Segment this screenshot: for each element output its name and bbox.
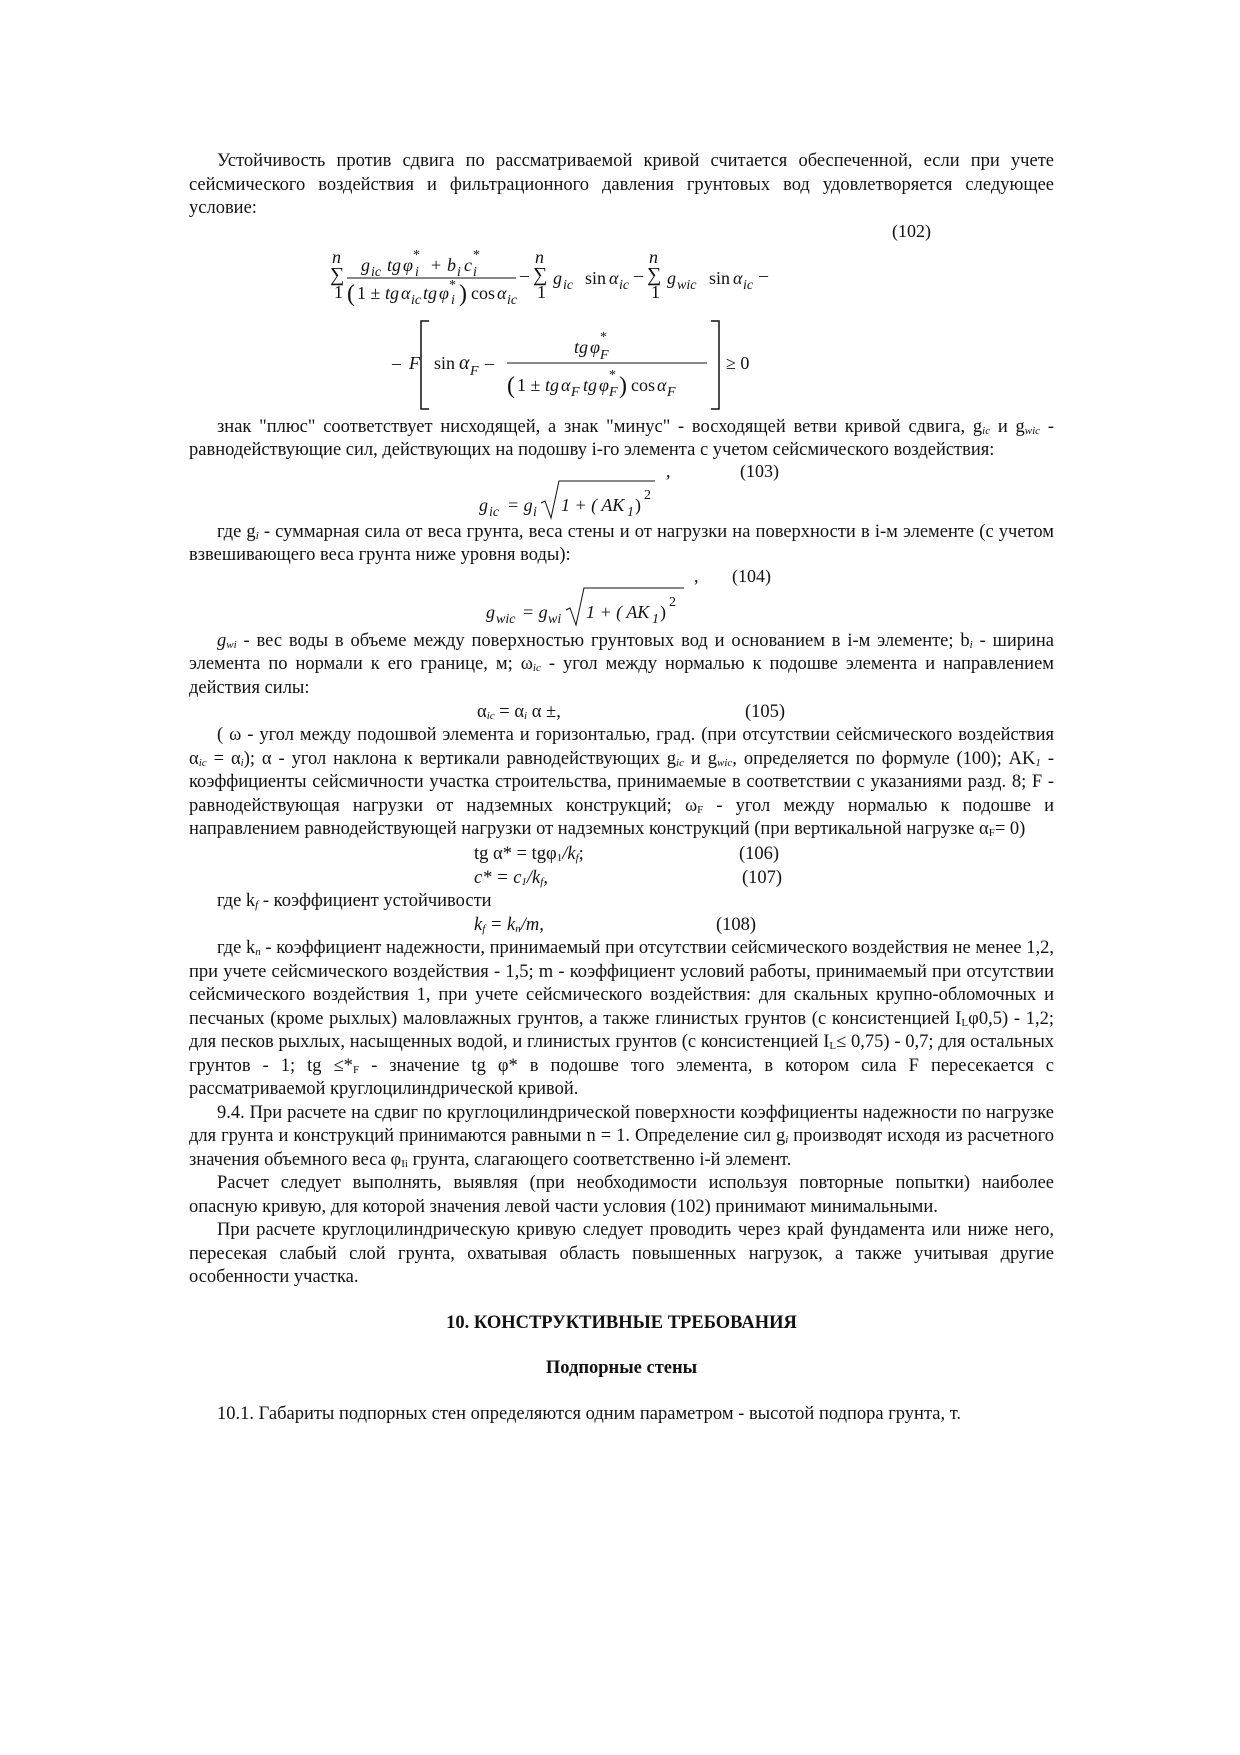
sum-3 xyxy=(647,247,769,302)
svg-text:*: * xyxy=(609,367,616,383)
paragraph-9-4: 9.4. При расчете на сдвиг по круглоцилиндрической поверхности коэффициенты надежности по нагрузке для грунта и конструкций принимаются равными n = 1. Определение сил $g_i$ производят исходя из расчетного значения объемного веса $\varphi_{Ii}$ грунта, слагающего соответственно i-й элемент. xyxy=(189,1102,1054,1170)
svg-text:= g: = g xyxy=(507,494,533,515)
formula-108: $k_f = k_n/m$, (108) xyxy=(474,915,757,935)
svg-text:1: 1 xyxy=(627,504,634,520)
svg-text:(: ( xyxy=(347,280,355,307)
svg-text:F: F xyxy=(609,384,618,400)
formula-102-line2 xyxy=(391,321,749,409)
svg-text:*: * xyxy=(449,277,456,293)
formula-103 xyxy=(189,463,1054,521)
svg-text:(: ( xyxy=(507,372,515,399)
svg-text:ic: ic xyxy=(563,277,574,293)
svg-text:g: g xyxy=(361,254,370,275)
paragraph-kn: где $k_n$ - коэффициент надежности, принимаемый при отсутствии сейсмического воздействия не менее 1,2, при учете сейсмического воздействия - 1,5; m - коэффициент условий работы, принимаемый при отсутствии сейсмического воздействия 1, при учете сейсмического воздействия: для скальных крупно-обломочных и песчаных (кроме рыхлых) маловлажных грунтов, а также глинистых грунтов (с консистенцией $I_L\varphi 0,5) - 1,2$; для песков рыхлых, насыщенных водой, и глинистых грунтов (с консистенцией $I_L\le 0,75) - 0,7$; для остальных грунтов - 1; tg $\le*_F$ - значение tg φ* в подошве того элемента, в котором сила F пересекается с рассматриваемой круглоцилиндрической кривой. xyxy=(189,938,1055,1099)
eq-number-108: (108) xyxy=(716,915,757,935)
formula-104 xyxy=(189,568,1054,630)
svg-text:φ: φ xyxy=(590,336,600,357)
paragraph-10-1: 10.1. Габариты подпорных стен определяются одним параметром - высотой подпора грунта, т. xyxy=(217,1403,962,1424)
section-heading-10: 10. КОНСТРУКТИВНЫЕ ТРЕБОВАНИЯ xyxy=(446,1312,797,1333)
svg-text:): ) xyxy=(619,372,627,399)
svg-text:F: F xyxy=(600,347,609,363)
svg-text:i: i xyxy=(533,504,537,520)
svg-text:wi: wi xyxy=(548,611,562,627)
svg-text:cos: cos xyxy=(631,374,655,395)
svg-text:i: i xyxy=(415,264,419,280)
svg-text:F: F xyxy=(571,384,580,400)
svg-text:F: F xyxy=(667,384,676,400)
formula-106: tg $\alpha* = tg\varphi_1/k_f$; (106) xyxy=(474,843,780,864)
paragraph-intro: Устойчивость против сдвига по рассматриваемой кривой считается обеспеченной, если при учете сейсмического воздействия и фильтрационного давления грунтовых вод удовлетворяется следующее условие: xyxy=(189,151,1054,218)
svg-text:ic: ic xyxy=(743,277,754,293)
eq-number-103: (103) xyxy=(740,462,779,481)
svg-text:φ: φ xyxy=(599,374,609,395)
svg-text:α: α xyxy=(657,374,667,395)
svg-text:1 ±: 1 ± xyxy=(357,282,381,303)
svg-text:g: g xyxy=(553,267,562,288)
svg-text:wic: wic xyxy=(677,277,697,293)
minus-1: – xyxy=(520,264,529,285)
svg-text:g: g xyxy=(479,494,488,515)
svg-text:wic: wic xyxy=(496,611,516,627)
svg-text:–: – xyxy=(392,352,401,373)
svg-text:α: α xyxy=(497,282,507,303)
svg-text:cos: cos xyxy=(471,282,495,303)
svg-text:2: 2 xyxy=(644,487,651,503)
svg-text:≥ 0: ≥ 0 xyxy=(726,352,750,373)
svg-text:ic: ic xyxy=(371,264,382,280)
subsection-heading: Подпорные стены xyxy=(545,1358,698,1378)
fraction-1-numerator xyxy=(361,248,480,280)
fraction-1-denominator xyxy=(347,278,518,308)
svg-text:φ: φ xyxy=(403,254,413,275)
svg-text:1 ±: 1 ± xyxy=(517,374,541,395)
svg-text:ic: ic xyxy=(489,504,500,520)
paragraph-kf: где $k_f$ - коэффициент устойчивости xyxy=(217,890,492,911)
sum1-upper: n xyxy=(332,246,341,267)
svg-text:2: 2 xyxy=(669,594,676,610)
paragraph-calc: Расчет следует выполнять, выявляя (при необходимости используя повторные попытки) наиболее опасную кривую, для которой значения левой части условия (102) принимают минимальными. xyxy=(189,1173,1054,1217)
paragraph-curve: При расчете круглоцилиндрическую кривую следует проводить через край фундамента или ниже него, пересекая слабый слой грунта, охватывая область повышенных нагрузок, а также учитывая другие особенности участка. xyxy=(189,1220,1054,1287)
svg-text:= g: = g xyxy=(522,601,548,622)
sum-2 xyxy=(533,247,644,302)
svg-text:∑: ∑ xyxy=(533,263,548,286)
svg-text:): ) xyxy=(459,280,467,307)
svg-text:α: α xyxy=(401,282,411,303)
svg-text:α: α xyxy=(561,374,571,395)
svg-text:*: * xyxy=(413,247,420,263)
formula-102 xyxy=(189,221,1054,416)
svg-text:+: + xyxy=(431,254,442,275)
svg-text:n: n xyxy=(649,246,658,267)
svg-text:sin: sin xyxy=(709,267,731,288)
svg-text:tg: tg xyxy=(574,336,589,357)
svg-text:sin: sin xyxy=(585,267,607,288)
sum1-sigma: ∑ xyxy=(330,263,345,286)
svg-text:g: g xyxy=(667,267,676,288)
svg-text:tg: tg xyxy=(423,282,438,303)
svg-text:α: α xyxy=(733,267,743,288)
svg-text:1: 1 xyxy=(537,281,546,302)
svg-text:ic: ic xyxy=(619,277,630,293)
svg-text:1: 1 xyxy=(651,281,660,302)
svg-text:i: i xyxy=(473,264,477,280)
svg-text:α: α xyxy=(459,351,470,374)
eq-number-107: (107) xyxy=(742,867,783,888)
svg-text:n: n xyxy=(535,246,544,267)
svg-text:tg: tg xyxy=(385,282,400,303)
paragraph-gi: где $g_i$ - суммарная сила от веса грунта, веса стены и от нагрузки на поверхности в i-м элементе (с учетом взвешивающего веса грунта ниже уровня воды): xyxy=(189,521,1055,565)
svg-text:b: b xyxy=(447,254,456,275)
svg-text:i: i xyxy=(451,292,455,308)
svg-text:–: – xyxy=(485,352,494,373)
svg-text:): ) xyxy=(660,601,666,622)
svg-text:F: F xyxy=(470,363,479,379)
svg-text:c: c xyxy=(464,254,472,275)
svg-text:*: * xyxy=(473,247,480,263)
formula-105: $\alpha_{ic} = \alpha_i$ α ±, (105) xyxy=(477,702,786,722)
svg-text:): ) xyxy=(635,494,641,515)
eq-number-104: (104) xyxy=(732,567,771,586)
formula-107: $c* = c_1/k_f$, (107) xyxy=(474,867,783,888)
paragraph-sign: знак "плюс" соответствует нисходящей, а знак "минус" - восходящей ветви кривой сдвига, $g_{ic}$ и $g_{wic}$ - равнодействующие сил, действующих на подошву i-го элемента с учетом сейсмического воздействия: xyxy=(189,416,1054,460)
svg-text:α: α xyxy=(609,267,619,288)
svg-text:–: – xyxy=(634,264,643,285)
svg-text:tg: tg xyxy=(387,254,402,275)
svg-text:ic: ic xyxy=(507,292,518,308)
svg-text:ic: ic xyxy=(411,292,422,308)
svg-text:,: , xyxy=(666,462,671,481)
svg-text:1 + ( AK: 1 + ( AK xyxy=(561,494,625,515)
svg-text:∑: ∑ xyxy=(647,263,662,286)
svg-text:g: g xyxy=(486,601,495,622)
eq-number-106: (106) xyxy=(739,843,780,864)
svg-text:1: 1 xyxy=(652,611,659,627)
eq-number-102: (102) xyxy=(892,220,931,241)
document-page xyxy=(189,150,1054,1426)
sum1-lower: 1 xyxy=(334,281,343,302)
paragraph-gwi: $g_{wi}$ - вес воды в объеме между поверхностью грунтовых вод и основанием в i-м элементе; $b_i$ - ширина элемента по нормали к его границе, м; $\omega_{ic}$ - угол между нормалью к подошве элемента и направлением действия силы: xyxy=(189,630,1055,698)
svg-text:φ: φ xyxy=(439,282,449,303)
svg-text:i: i xyxy=(457,264,461,280)
svg-text:1 + ( AK: 1 + ( AK xyxy=(586,601,650,622)
paragraph-omega: ( ω - угол между подошвой элемента и горизонталью, град. (при отсутствии сейсмического воздействия $\alpha_{ic} = \alpha_i$); α - угол наклона к вертикали равнодействующих $g_{ic}$ и $g_{wic}$, определяется по формуле (100); $AK_1$ - коэффициенты сейсмичности участка строительства, принимаемые в соответствии с указаниями разд. 8; F - равнодействующая нагрузки от надземных конструкций; $\omega_F$ - угол между нормалью к подошве и направлением равнодействующей нагрузки от надземных конструкций (при вертикальной нагрузке $\alpha_F= 0$) xyxy=(189,725,1054,839)
svg-text:tg: tg xyxy=(545,374,560,395)
svg-text:F: F xyxy=(409,352,420,373)
svg-text:,: , xyxy=(694,567,699,586)
eq-number-105: (105) xyxy=(745,702,786,722)
svg-text:*: * xyxy=(600,329,607,345)
formula-102-svg xyxy=(189,221,1054,416)
svg-text:sin: sin xyxy=(434,352,456,373)
svg-text:–: – xyxy=(759,264,768,285)
svg-text:tg: tg xyxy=(583,374,598,395)
